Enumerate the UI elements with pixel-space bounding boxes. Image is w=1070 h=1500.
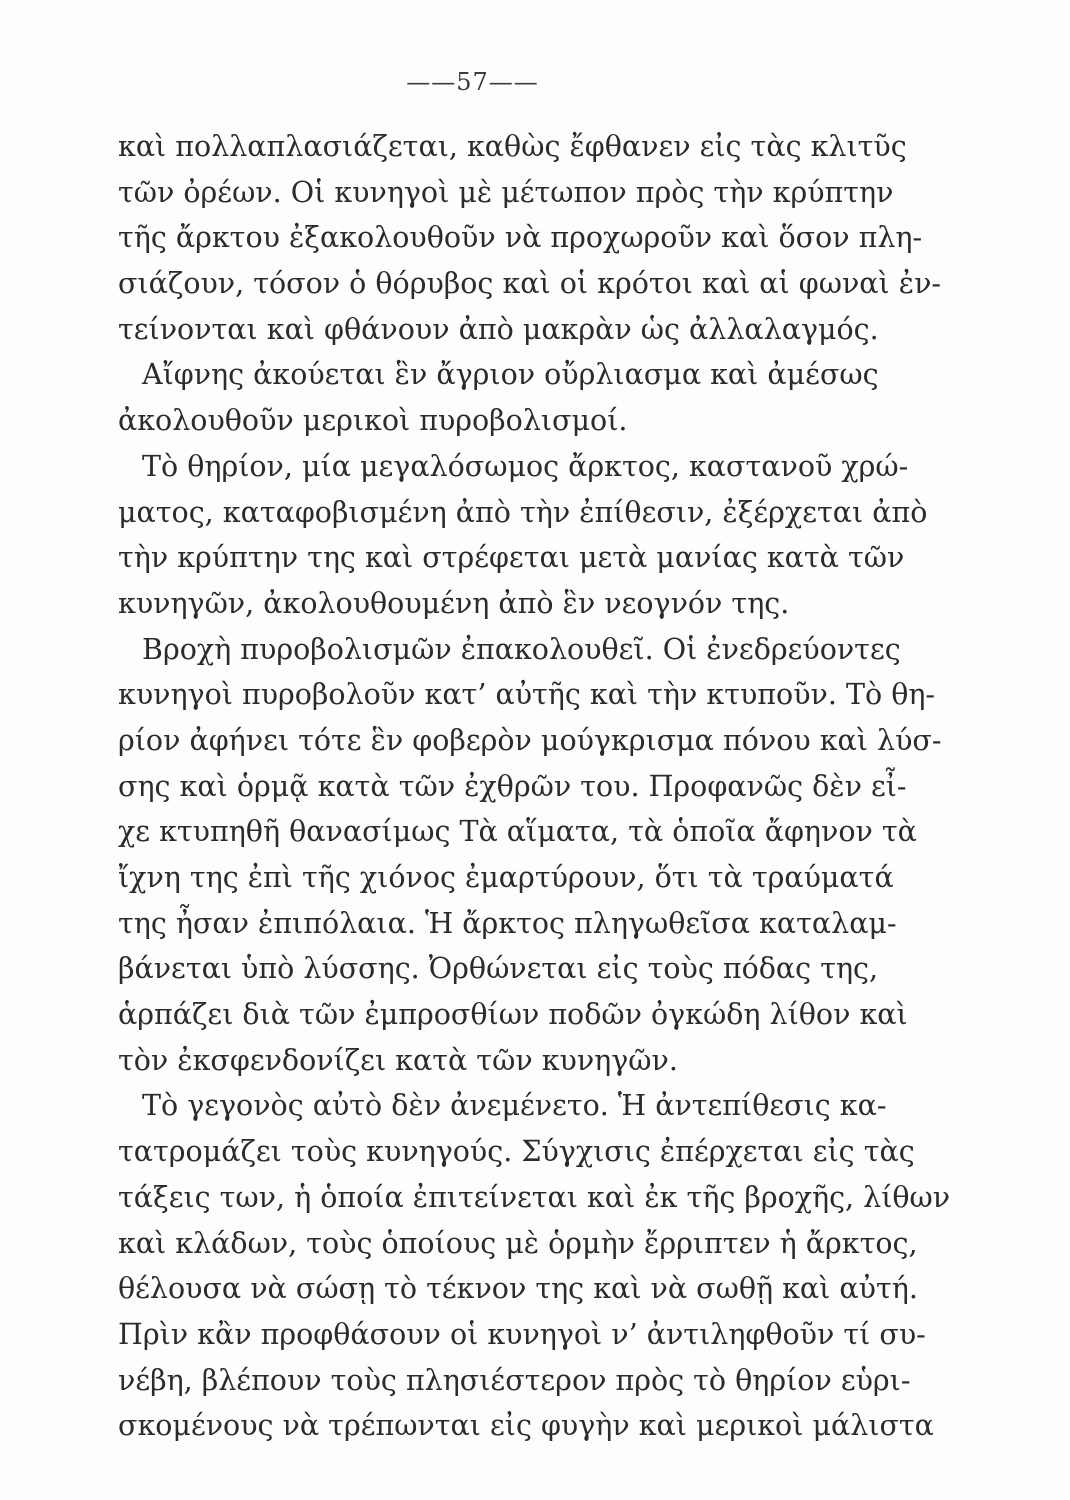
- text-line: τῆς ἄρκτου ἐξακολουθοῦν νὰ προχωροῦν καὶ ὅσον πλη-: [118, 221, 923, 255]
- text-line: τάξεις των, ἡ ὁποία ἐπιτείνεται καὶ ἐκ τῆς βροχῆς, λίθων: [118, 1180, 951, 1214]
- text-line: ρίον ἀφήνει τότε ἓν φοβερὸν μούγκρισμα πόνου καὶ λύσ-: [118, 723, 942, 757]
- text-line: τείνονται καὶ φθάνουν ἀπὸ μακρὰν ὡς ἀλλαλαγμός.: [118, 312, 879, 346]
- text-line: της ἦσαν ἐπιπόλαια. Ἡ ἄρκτος πληγωθεῖσα καταλαμ-: [118, 906, 897, 940]
- text-line: σης καὶ ὁρμᾷ κατὰ τῶν ἐχθρῶν του. Προφανῶς δὲν εἶ-: [118, 769, 907, 803]
- text-line: Βροχὴ πυροβολισμῶν ἐπακολουθεῖ. Οἱ ἐνεδρεύοντες: [142, 632, 901, 666]
- text-line: βάνεται ὑπὸ λύσσης. Ὀρθώνεται εἰς τοὺς πόδας της,: [118, 952, 879, 986]
- text-line: ματος, καταφοβισμένη ἀπὸ τὴν ἐπίθεσιν, ἐξέρχεται ἀπὸ: [118, 495, 928, 529]
- text-line: χε κτυπηθῆ θανασίμως Τὰ αἵματα, τὰ ὁποῖα ἄφηνον τὰ: [118, 815, 917, 849]
- text-line: τὴν κρύπτην της καὶ στρέφεται μετὰ μανίας κατὰ τῶν: [118, 541, 905, 575]
- text-line: θέλουσα νὰ σώσῃ τὸ τέκνον της καὶ νὰ σωθῇ καὶ αὐτή.: [118, 1272, 918, 1306]
- text-line: νέβη, βλέπουν τοὺς πλησιέστερον πρὸς τὸ θηρίον εὑρι-: [118, 1363, 911, 1397]
- text-line: τὸν ἐκσφενδονίζει κατὰ τῶν κυνηγῶν.: [118, 1043, 678, 1077]
- text-line: ἀκολουθοῦν μερικοὶ πυροβολισμοί.: [118, 404, 628, 438]
- text-line: σκομένους νὰ τρέπωνται εἰς φυγὴν καὶ μερικοὶ μάλιστα: [118, 1409, 934, 1443]
- text-line: Τὸ γεγονὸς αὐτὸ δὲν ἀνεμένετο. Ἡ ἀντεπίθεσις κα-: [142, 1089, 887, 1123]
- text-line: καὶ πολλαπλασιάζεται, καθὼς ἔφθανεν εἰς τὰς κλιτῦς: [118, 130, 907, 163]
- text-line: ἴχνη της ἐπὶ τῆς χιόνος ἐμαρτύρουν, ὅτι τὰ τραύματά: [118, 861, 894, 894]
- text-line: καὶ κλάδων, τοὺς ὁποίους μὲ ὁρμὴν ἔρριπτεν ἡ ἄρκτος,: [118, 1226, 918, 1260]
- text-line: τατρομάζει τοὺς κυνηγούς. Σύγχισις ἐπέρχεται εἰς τὰς: [118, 1135, 915, 1169]
- text-line: Πρὶν κἂν προφθάσουν οἱ κυνηγοὶ ν’ ἀντιληφθοῦν τί συ-: [118, 1317, 926, 1351]
- text-line: ἁρπάζει διὰ τῶν ἐμπροσθίων ποδῶν ὀγκώδη λίθον καὶ: [118, 998, 908, 1032]
- text-line: κυνηγοὶ πυροβολοῦν κατ’ αὐτῆς καὶ τὴν κτυποῦν. Τὸ θη-: [118, 678, 936, 712]
- body-text: [118, 124, 951, 1449]
- page-number: ——57——: [406, 68, 539, 96]
- text-line: κυνηγῶν, ἀκολουθουμένη ἀπὸ ἓν νεογνόν της.: [118, 586, 790, 620]
- text-line: τῶν ὀρέων. Οἱ κυνηγοὶ μὲ μέτωπον πρὸς τὴν κρύπτην: [118, 175, 894, 209]
- text-line: Αἴφνης ἀκούεται ἓν ἄγριον οὔρλιασμα καὶ ἀμέσως: [142, 358, 879, 392]
- text-line: σιάζουν, τόσον ὁ θόρυβος καὶ οἱ κρότοι καὶ αἱ φωναὶ ἐν-: [118, 267, 942, 301]
- text-line: Τὸ θηρίον, μία μεγαλόσωμος ἄρκτος, καστανοῦ χρώ-: [142, 449, 909, 483]
